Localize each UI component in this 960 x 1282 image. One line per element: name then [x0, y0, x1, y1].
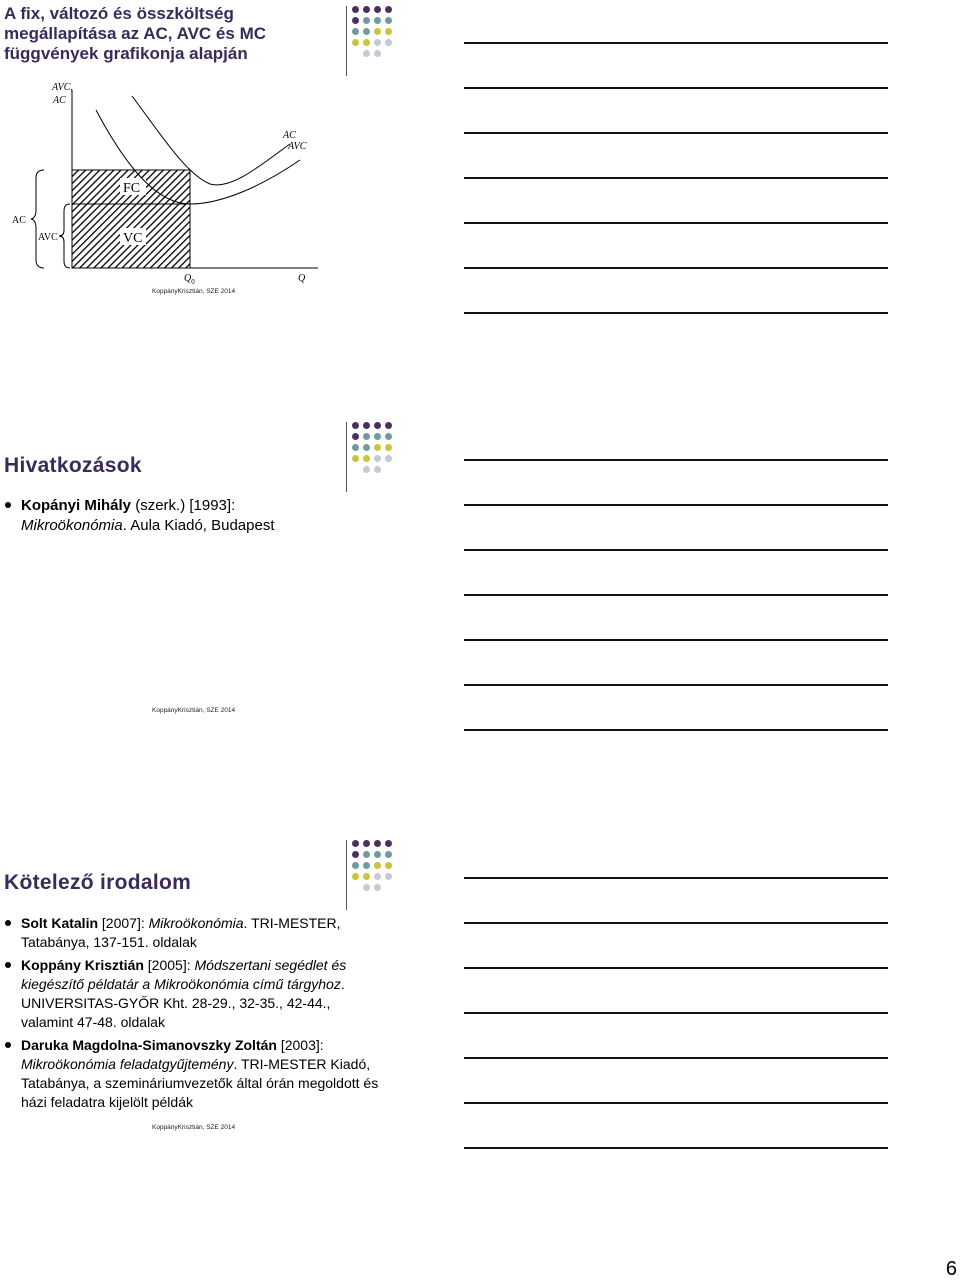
- slide-divider: [346, 6, 347, 76]
- decorative-dot: [385, 39, 392, 46]
- x-tick-q0: $Q_0$: [184, 273, 195, 286]
- page-number: 6: [945, 1258, 957, 1280]
- vc-region-label: VC: [123, 231, 143, 246]
- avc-brace-label: AVC: [38, 232, 58, 243]
- fc-region-label: FC: [123, 181, 141, 196]
- required-reading-list: [4, 914, 384, 1116]
- decorative-dot: [363, 39, 370, 46]
- decorative-dot: [363, 455, 370, 462]
- slide-divider: [346, 840, 347, 910]
- decorative-dot: [374, 873, 381, 880]
- avc-brace: [59, 204, 70, 268]
- decorative-dot: [352, 422, 359, 429]
- decorative-dot: [352, 873, 359, 880]
- decorative-dot: [363, 862, 370, 869]
- title-line-1: A fix, változó és összköltség: [4, 4, 234, 23]
- decorative-dot: [363, 50, 370, 57]
- decorative-dot: [363, 6, 370, 13]
- slide-3-footer: KoppányKrisztián, SZE 2014: [152, 1124, 236, 1131]
- list-item: Koppány Krisztián [2005]: Módszertani segédlet és kiegészítő példatár a Mikroökonómia című tárgyhoz. UNIVERSITAS-GYŐR Kht. 28-29., 32-35., 42-44., valamint 47-48. oldalak: [4, 956, 384, 1032]
- decorative-dot: [352, 6, 359, 13]
- decorative-dot: [363, 466, 370, 473]
- slide-divider: [346, 422, 347, 492]
- decorative-dot: [363, 17, 370, 24]
- decorative-dot: [363, 444, 370, 451]
- decorative-dot: [374, 455, 381, 462]
- ac-curve-label: AC: [283, 130, 296, 141]
- decorative-dot: [363, 884, 370, 891]
- decorative-dot: [374, 50, 381, 57]
- title-line-2: megállapítása az AC, AVC és MC: [4, 24, 267, 43]
- decorative-dot: [385, 6, 392, 13]
- decorative-dot: [374, 422, 381, 429]
- decorative-dot: [385, 422, 392, 429]
- decorative-dot: [363, 433, 370, 440]
- slide-3-title: Kötelező irodalom: [4, 871, 192, 894]
- decorative-dot: [374, 39, 381, 46]
- decorative-dot: [352, 455, 359, 462]
- cost-curves-chart: [0, 78, 340, 298]
- y-axis-label-2: AC: [53, 95, 66, 106]
- decorative-dot: [352, 444, 359, 451]
- decorative-dot: [385, 840, 392, 847]
- decorative-dot: [352, 840, 359, 847]
- decorative-dot: [374, 444, 381, 451]
- decorative-dot: [352, 28, 359, 35]
- decorative-dot: [385, 862, 392, 869]
- decorative-dot: [363, 840, 370, 847]
- decorative-dot: [363, 422, 370, 429]
- decorative-dot: [374, 6, 381, 13]
- slide-1: [0, 0, 460, 420]
- list-item: Daruka Magdolna-Simanovszky Zoltán [2003]: Mikroökonómia feladatgyűjtemény. TRI-MESTER Kiadó, Tatabánya, a szemináriumvezetők által órán megoldott és házi feladatra kijelölt példák: [4, 1036, 384, 1112]
- decorative-dot: [374, 851, 381, 858]
- decorative-dot: [385, 433, 392, 440]
- y-axis-label-1: AVC,: [52, 82, 73, 93]
- slide-3: [0, 838, 460, 1258]
- decorative-dot: [352, 17, 359, 24]
- slide-2-title: Hivatkozások: [4, 454, 142, 477]
- title-line-3: függvények grafikonja alapján: [4, 44, 248, 63]
- decorative-dot: [374, 466, 381, 473]
- x-axis-label: Q: [298, 273, 306, 284]
- decorative-dot: [363, 851, 370, 858]
- references-list: [4, 496, 384, 540]
- ac-brace-label: AC: [12, 215, 26, 226]
- decorative-dot: [352, 851, 359, 858]
- decorative-dot: [385, 28, 392, 35]
- decorative-dot: [385, 444, 392, 451]
- ac-brace: [31, 170, 44, 268]
- decorative-dot: [363, 28, 370, 35]
- decorative-dot: [352, 862, 359, 869]
- list-item: Kopányi Mihály (szerk.) [1993]: Mikroökonómia. Aula Kiadó, Budapest: [4, 496, 384, 536]
- slide-1-footer: KoppányKrisztián, SZE 2014: [152, 288, 236, 295]
- slide-2-footer: KoppányKrisztián, SZE 2014: [152, 707, 236, 714]
- avc-curve-label: AVC: [288, 141, 307, 152]
- decorative-dot: [352, 39, 359, 46]
- decorative-dot: [385, 851, 392, 858]
- decorative-dot: [385, 873, 392, 880]
- decorative-dot: [374, 17, 381, 24]
- decorative-dot: [374, 433, 381, 440]
- decorative-dot: [374, 862, 381, 869]
- decorative-dot: [374, 28, 381, 35]
- decorative-dot: [374, 840, 381, 847]
- decorative-dot: [385, 17, 392, 24]
- decorative-dot: [352, 433, 359, 440]
- list-item: Solt Katalin [2007]: Mikroökonómia. TRI-MESTER, Tatabánya, 137-151. oldalak: [4, 914, 384, 952]
- decorative-dot: [374, 884, 381, 891]
- slide-2: [0, 420, 460, 840]
- slide-1-title: [4, 4, 266, 64]
- decorative-dot: [385, 455, 392, 462]
- decorative-dot: [363, 873, 370, 880]
